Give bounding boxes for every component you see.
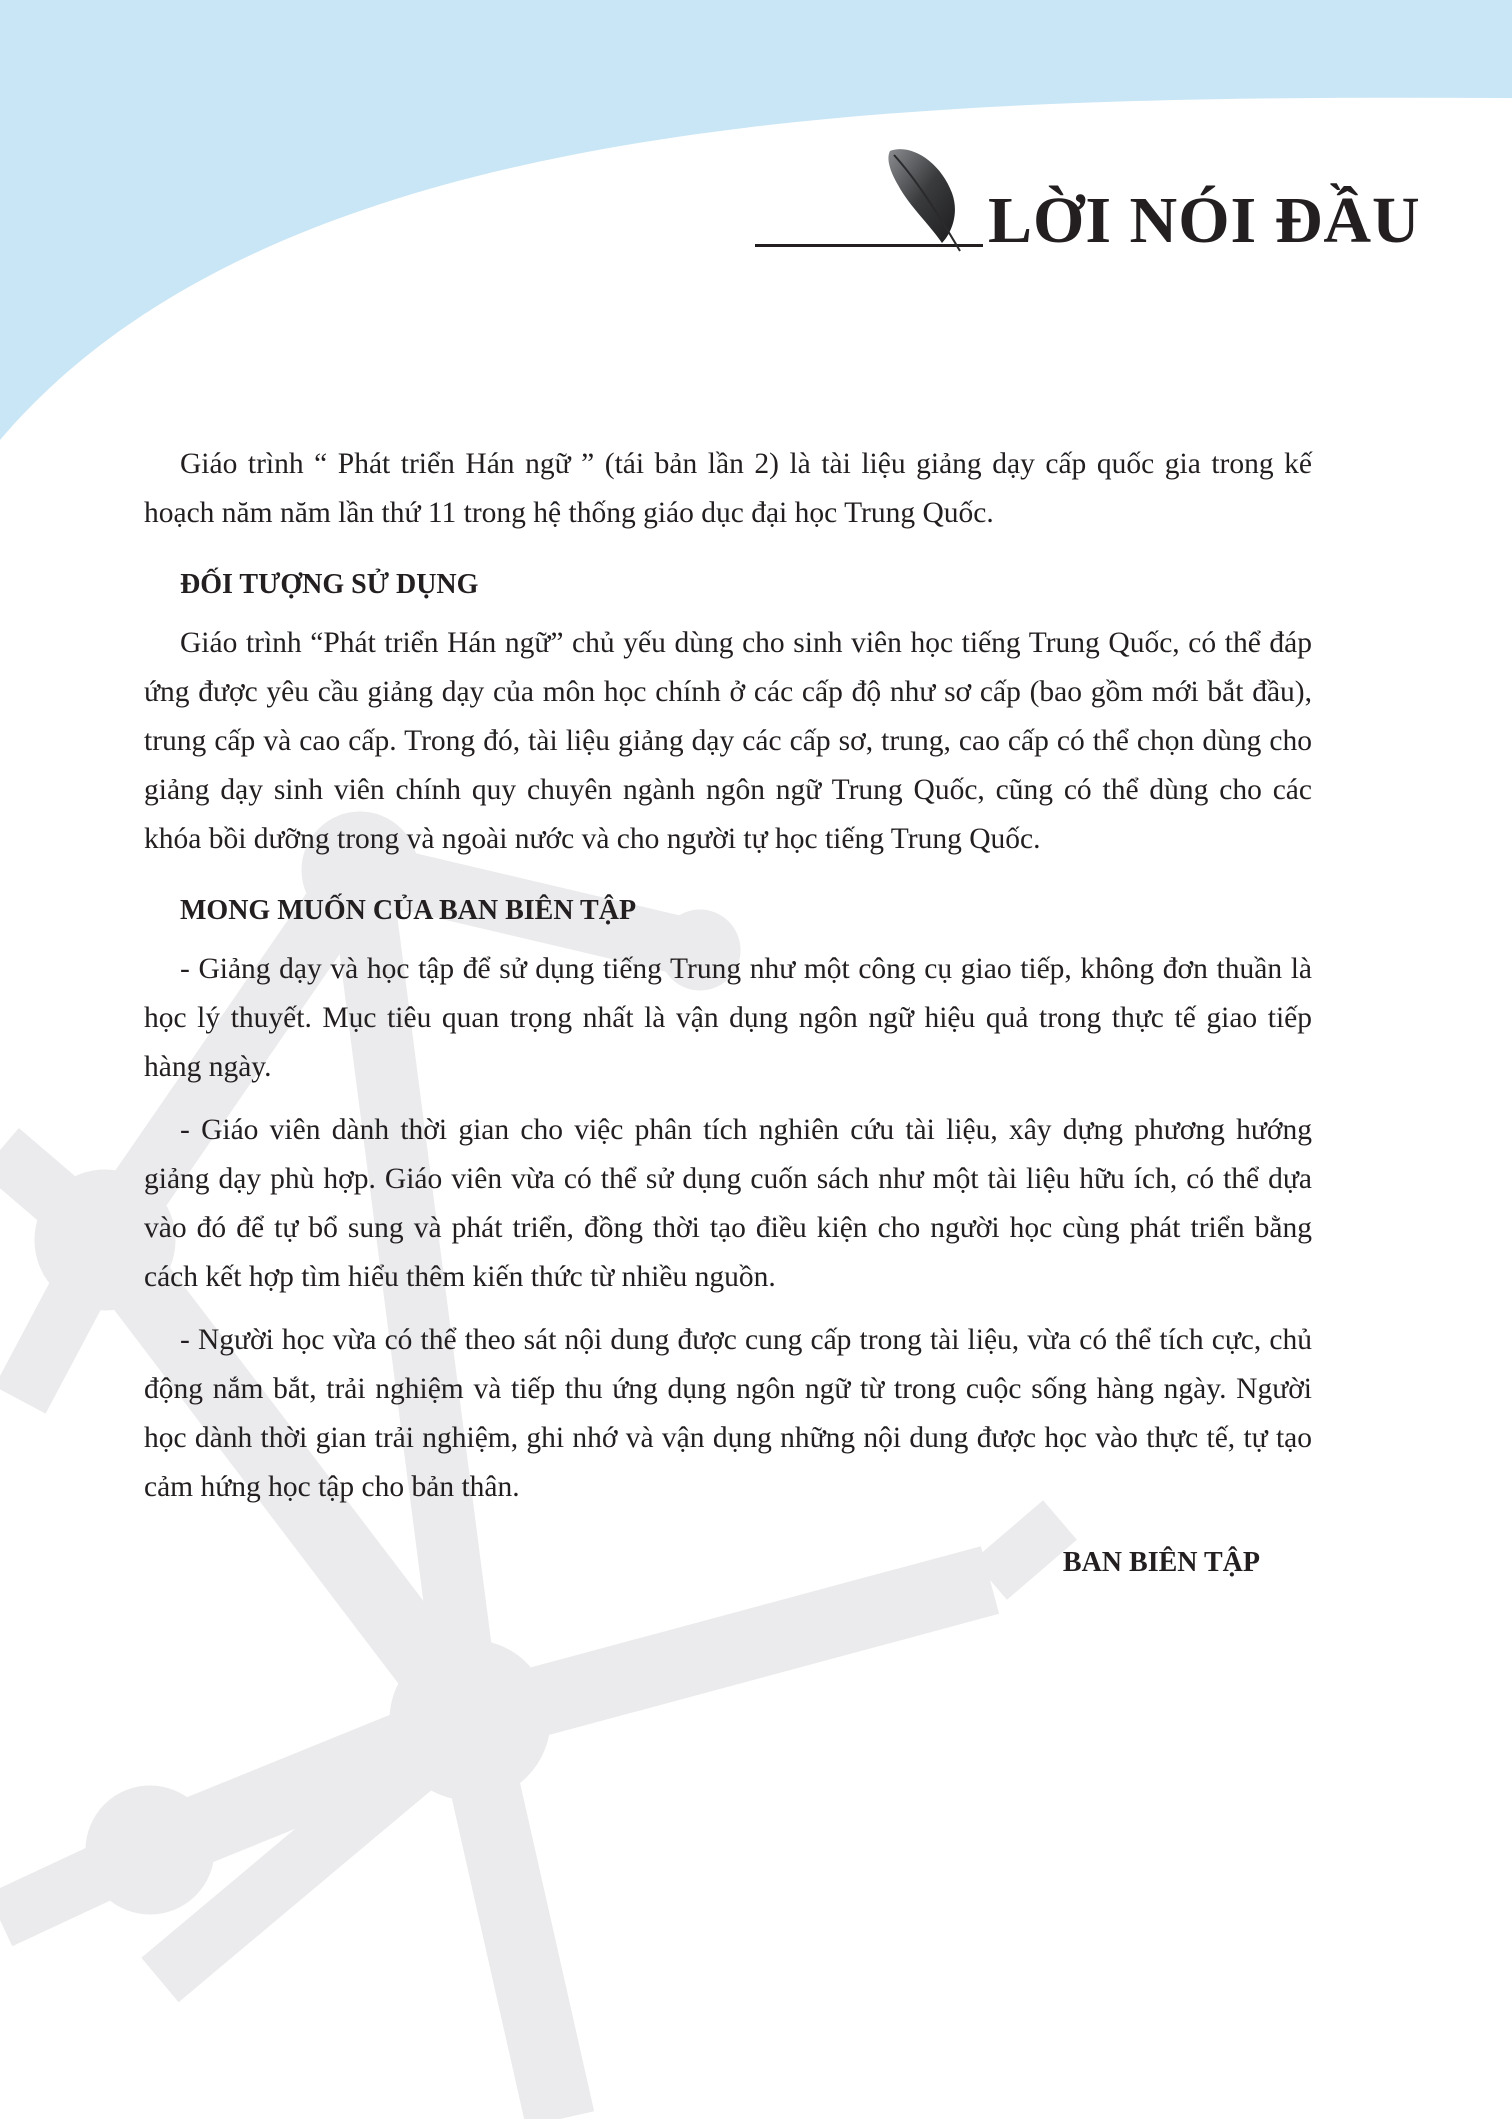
document-body	[144, 440, 1312, 1526]
section-heading-editor-wishes: MONG MUỐN CỦA BAN BIÊN TẬP	[180, 895, 637, 926]
section-heading-target-users: ĐỐI TƯỢNG SỬ DỤNG	[180, 569, 479, 600]
feather-icon	[880, 143, 976, 253]
page-title: LỜI NÓI ĐẦU	[988, 184, 1421, 257]
editor-wish-paragraph-3: - Người học vừa có thể theo sát nội dung được cung cấp trong tài liệu, vừa có thể tích cực, chủ động nắm bắt, trải nghiệm và tiếp thu ứng dụng ngôn ngữ từ trong cuộc sống hàng ngày. Người học dành thời gian trải nghiệm, ghi nhớ và vận dụng những nội dung được học vào thực tế, tự tạo cảm hứng học tập cho bản thân.	[144, 1324, 1312, 1503]
intro-paragraph: Giáo trình “ Phát triển Hán ngữ ” (tái bản lần 2) là tài liệu giảng dạy cấp quốc gia trong kế hoạch năm năm lần thứ 11 trong hệ thống giáo dục đại học Trung Quốc.	[144, 448, 1312, 529]
editor-wish-paragraph-2: - Giáo viên dành thời gian cho việc phân tích nghiên cứu tài liệu, xây dựng phương hướng giảng dạy phù hợp. Giáo viên vừa có thể sử dụng cuốn sách như một tài liệu hữu ích, có thể dựa vào đó để tự bổ sung và phát triển, đồng thời tạo điều kiện cho người học cùng phát triển bằng cách kết hợp tìm hiểu thêm kiến thức từ nhiều nguồn.	[144, 1114, 1312, 1293]
signature: BAN BIÊN TẬP	[1062, 1547, 1260, 1578]
target-users-paragraph: Giáo trình “Phát triển Hán ngữ” chủ yếu dùng cho sinh viên học tiếng Trung Quốc, có thể đáp ứng được yêu cầu giảng dạy của môn học chính ở các cấp độ như sơ cấp (bao gồm mới bắt đầu), trung cấp và cao cấp. Trong đó, tài liệu giảng dạy các cấp sơ, trung, cao cấp có thể chọn dùng cho giảng dạy sinh viên chính quy chuyên ngành ngôn ngữ Trung Quốc, cũng có thể dùng cho các khóa bồi dưỡng trong và ngoài nước và cho người tự học tiếng Trung Quốc.	[144, 627, 1312, 855]
editor-wish-paragraph-1: - Giảng dạy và học tập để sử dụng tiếng Trung như một công cụ giao tiếp, không đơn thuần là học lý thuyết. Mục tiêu quan trọng nhất là vận dụng ngôn ngữ hiệu quả trong thực tế giao tiếp hàng ngày.	[144, 953, 1312, 1083]
